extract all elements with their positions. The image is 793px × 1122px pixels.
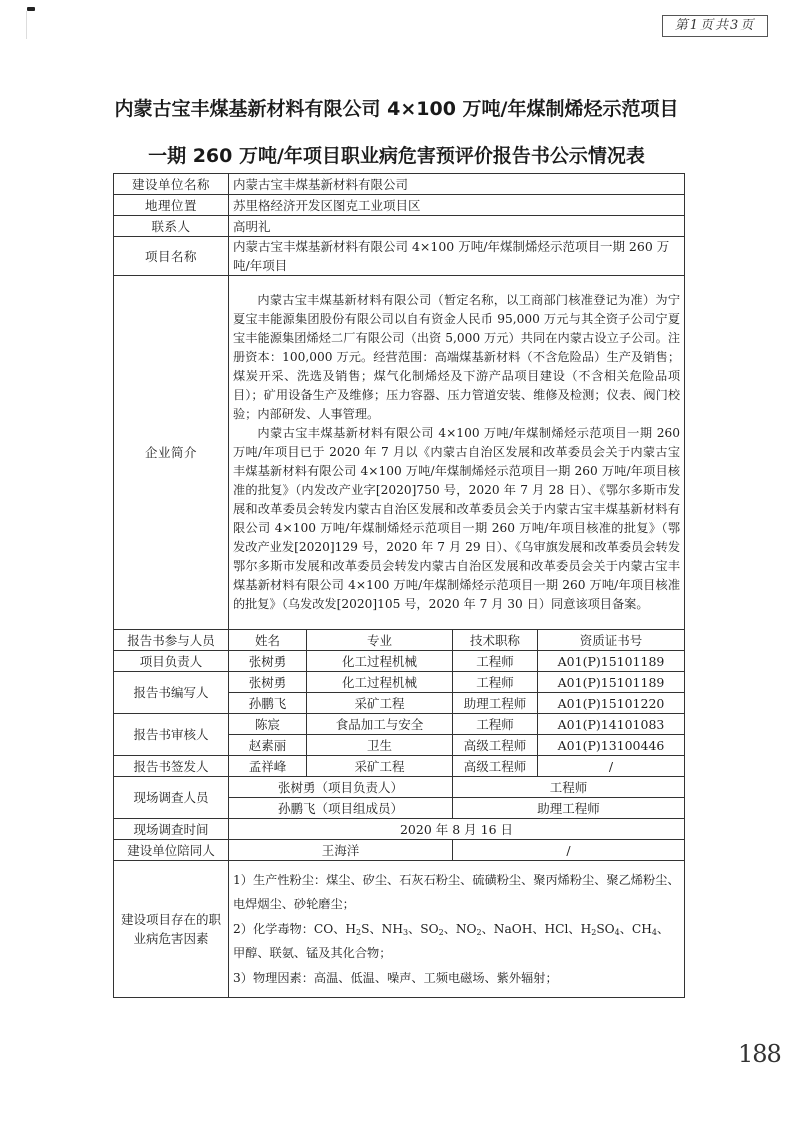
- row-leader: [114, 651, 685, 672]
- escort-extra: /: [453, 840, 685, 861]
- row-escort: [114, 840, 685, 861]
- page-count-stamp: 第1页共3页: [662, 15, 768, 37]
- row-survey-staff-1: [114, 777, 685, 798]
- scan-mark: [26, 11, 27, 39]
- hazard-item-chemicals: 2）化学毒物：CO、$H_2S$、$NH_3$、$SO_2$、$NO_2$、NaOH、HCl、$H_2SO_4$、$CH_4$、甲醇、联氨、锰及其化合物；: [233, 921, 670, 961]
- company-label: 建设单位名称: [114, 174, 229, 195]
- leader-title: 工程师: [453, 651, 538, 672]
- reviewer-cert: A01(P)14101083: [538, 714, 685, 735]
- writer-title: 助理工程师: [453, 693, 538, 714]
- header-major: 专业: [307, 630, 453, 651]
- escort-label: 建设单位陪同人: [114, 840, 229, 861]
- intro-paragraph-1: 内蒙古宝丰煤基新材料有限公司（暂定名称，以工商部门核准登记为准）为宁夏宝丰能源集团股份有限公司以自有资金人民币 95,000 万元与其全资子公司宁夏宝丰能源集团烯烃二厂有限公司（出资 5,000 万元）共同在内蒙古设立子公司。注册资本：100,000 万元。经营范围：高端煤基新材料（不含危险品）生产及销售；煤炭开采、洗选及销售；煤气化制烯烃及下游产品项目建设（不含相关危险品项目）；矿用设备生产及维修；压力容器、压力管道安装、维修及检测；仪表、阀门校验；内部研发、人事管理。: [233, 293, 681, 421]
- hazard-chem-prefix: 2）化学毒物：CO、: [233, 921, 346, 936]
- row-writer-1: [114, 672, 685, 693]
- header-name: 姓名: [229, 630, 307, 651]
- binding-mark: [27, 7, 35, 11]
- row-project: [114, 237, 685, 276]
- survey-staff-title: 助理工程师: [453, 798, 685, 819]
- row-intro: [114, 276, 685, 630]
- header-participants: 报告书参与人员: [114, 630, 229, 651]
- intro-paragraph-2: 内蒙古宝丰煤基新材料有限公司 4×100 万吨/年煤制烯烃示范项目一期 260 万吨/年项目已于 2020 年 7 月以《内蒙古自治区发展和改革委员会关于内蒙古宝丰煤基新材料有限公司 4×100 万吨/年煤制烯烃示范项目一期 260 万吨/年项目核准的批复》（内发改产业字[2020]750 号，2020 年 7 月 28 日）、《鄂尔多斯市发展和改革委员会转发内蒙古自治区发展和改革委员会关于内蒙古宝丰煤基新材料有限公司 4×100 万吨/年煤制烯烃示范项目一期 260 万吨/年项目核准的批复》（鄂发改产业发[2020]129 号，2020 年 7 月 29 日）、《乌审旗发展和改革委员会转发鄂尔多斯市发展和改革委员会转发内蒙古自治区发展和改革委员会关于内蒙古宝丰煤基新材料有限公司 4×100 万吨/年煤制烯烃示范项目一期 260 万吨/年项目核准的批复》（乌发改发[2020]105 号，2020 年 7 月 30 日）同意该项目备案。: [233, 426, 681, 611]
- document-title-line-1: 内蒙古宝丰煤基新材料有限公司 4×100 万吨/年煤制烯烃示范项目: [114, 98, 679, 120]
- hazards-label: 建设项目存在的职业病危害因素: [114, 861, 229, 998]
- leader-cert: A01(P)15101189: [538, 651, 685, 672]
- hazard-item-physical: 3）物理因素：高温、低温、噪声、工频电磁场、紫外辐射；: [233, 970, 558, 985]
- leader-name: 张树勇: [229, 651, 307, 672]
- disclosure-table: [113, 173, 685, 998]
- row-survey-time: [114, 819, 685, 840]
- writer-label: 报告书编写人: [114, 672, 229, 714]
- writer-major: 采矿工程: [307, 693, 453, 714]
- issuer-major: 采矿工程: [307, 756, 453, 777]
- row-issuer: [114, 756, 685, 777]
- writer-major: 化工过程机械: [307, 672, 453, 693]
- issuer-name: 孟祥峰: [229, 756, 307, 777]
- leader-label: 项目负责人: [114, 651, 229, 672]
- contact-value: 高明礼: [229, 216, 685, 237]
- personnel-header-row: [114, 630, 685, 651]
- header-cert: 资质证书号: [538, 630, 685, 651]
- reviewer-major: 食品加工与安全: [307, 714, 453, 735]
- row-company: [114, 174, 685, 195]
- reviewer-cert: A01(P)13100446: [538, 735, 685, 756]
- hazards-value: [229, 861, 685, 998]
- reviewer-title: 高级工程师: [453, 735, 538, 756]
- issuer-label: 报告书签发人: [114, 756, 229, 777]
- row-hazards: [114, 861, 685, 998]
- leader-major: 化工过程机械: [307, 651, 453, 672]
- escort-name: 王海洋: [229, 840, 453, 861]
- writer-name: 孙鹏飞: [229, 693, 307, 714]
- writer-cert: A01(P)15101189: [538, 672, 685, 693]
- survey-time-label: 现场调查时间: [114, 819, 229, 840]
- hazard-item-dust: 1）生产性粉尘：煤尘、矽尘、石灰石粉尘、硫磺粉尘、聚丙烯粉尘、聚乙烯粉尘、电焊烟尘、砂轮磨尘；: [233, 872, 680, 912]
- project-label: 项目名称: [114, 237, 229, 276]
- company-value: 内蒙古宝丰煤基新材料有限公司: [229, 174, 685, 195]
- survey-staff-title: 工程师: [453, 777, 685, 798]
- reviewer-label: 报告书审核人: [114, 714, 229, 756]
- reviewer-major: 卫生: [307, 735, 453, 756]
- row-contact: [114, 216, 685, 237]
- issuer-title: 高级工程师: [453, 756, 538, 777]
- location-value: 苏里格经济开发区图克工业项目区: [229, 195, 685, 216]
- location-label: 地理位置: [114, 195, 229, 216]
- row-reviewer-1: [114, 714, 685, 735]
- survey-staff-person: 张树勇（项目负责人）: [229, 777, 453, 798]
- reviewer-title: 工程师: [453, 714, 538, 735]
- survey-staff-label: 现场调查人员: [114, 777, 229, 819]
- row-location: [114, 195, 685, 216]
- writer-title: 工程师: [453, 672, 538, 693]
- writer-cert: A01(P)15101220: [538, 693, 685, 714]
- survey-time-value: 2020 年 8 月 16 日: [229, 819, 685, 840]
- intro-label: 企业简介: [114, 276, 229, 630]
- hazard-chem-rest: 甲醇、联氨、锰及其化合物；: [233, 946, 392, 961]
- intro-value: [229, 276, 685, 630]
- reviewer-name: 赵素丽: [229, 735, 307, 756]
- issuer-cert: /: [538, 756, 685, 777]
- reviewer-name: 陈宸: [229, 714, 307, 735]
- contact-label: 联系人: [114, 216, 229, 237]
- document-title-line-2: 一期 260 万吨/年项目职业病危害预评价报告书公示情况表: [148, 145, 645, 167]
- header-title: 技术职称: [453, 630, 538, 651]
- writer-name: 张树勇: [229, 672, 307, 693]
- page-number-stamp: 188: [738, 1040, 781, 1068]
- survey-staff-person: 孙鹏飞（项目组成员）: [229, 798, 453, 819]
- project-value: 内蒙古宝丰煤基新材料有限公司 4×100 万吨/年煤制烯烃示范项目一期 260 万吨/年项目: [229, 237, 685, 276]
